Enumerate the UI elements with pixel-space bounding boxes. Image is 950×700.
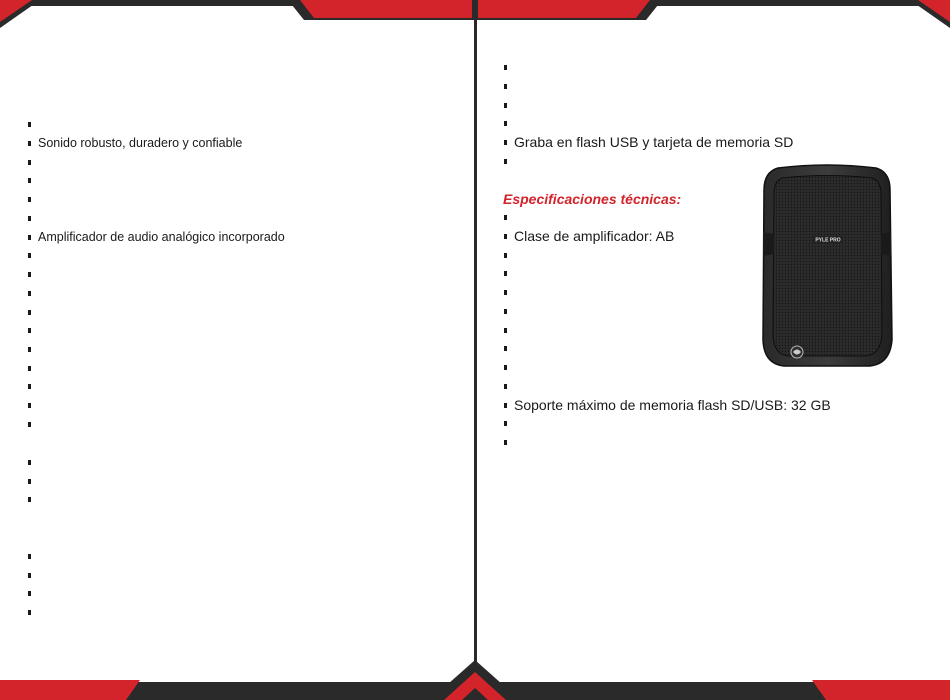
bullet-marker (504, 403, 507, 408)
bullet-marker (504, 253, 507, 258)
bullet-marker (28, 347, 31, 352)
bullet-marker (28, 178, 31, 183)
bullet-marker (28, 235, 31, 240)
bullet-marker (28, 328, 31, 333)
bullet-marker (504, 65, 507, 70)
bullet-marker (28, 216, 31, 221)
brand-logo-text: PYLE PRO (815, 237, 841, 244)
bullet-marker (28, 253, 31, 258)
bullet-marker (28, 384, 31, 389)
bullet-marker (504, 365, 507, 370)
bullet-marker (504, 440, 507, 445)
bullet-marker (28, 497, 31, 502)
bullet-marker (28, 479, 31, 484)
bullet-marker (504, 234, 507, 239)
bullet-marker (28, 310, 31, 315)
spec-heading: Especificaciones técnicas: (503, 191, 682, 207)
bullet-marker (504, 346, 507, 351)
bullet-marker (28, 573, 31, 578)
bullet-marker (28, 591, 31, 596)
bullet-marker (28, 291, 31, 296)
bullet-marker (504, 215, 507, 220)
bullet-marker (504, 159, 507, 164)
bullet-marker (504, 328, 507, 333)
bullet-marker (504, 309, 507, 314)
bullet-marker (28, 160, 31, 165)
bullet-marker (28, 403, 31, 408)
bottom-left-red (0, 680, 140, 700)
bullet-marker (504, 421, 507, 426)
bullet-marker (504, 384, 507, 389)
bullet-marker (28, 272, 31, 277)
bullet-marker (504, 271, 507, 276)
bullet-marker (504, 121, 507, 126)
bullet-marker (28, 366, 31, 371)
bottom-right-red (812, 680, 950, 700)
bullet-marker (504, 140, 507, 145)
bullet-marker (28, 460, 31, 465)
bullet-marker (504, 290, 507, 295)
bullet-marker (28, 422, 31, 427)
bullet-marker (28, 554, 31, 559)
bullet-marker (28, 122, 31, 127)
speaker-product-image (760, 164, 894, 370)
bullet-marker (504, 84, 507, 89)
bullet-marker (28, 610, 31, 615)
bullet-marker (28, 141, 31, 146)
top-spine-notch (472, 0, 478, 20)
bullet-marker (28, 197, 31, 202)
bullet-marker (504, 103, 507, 108)
